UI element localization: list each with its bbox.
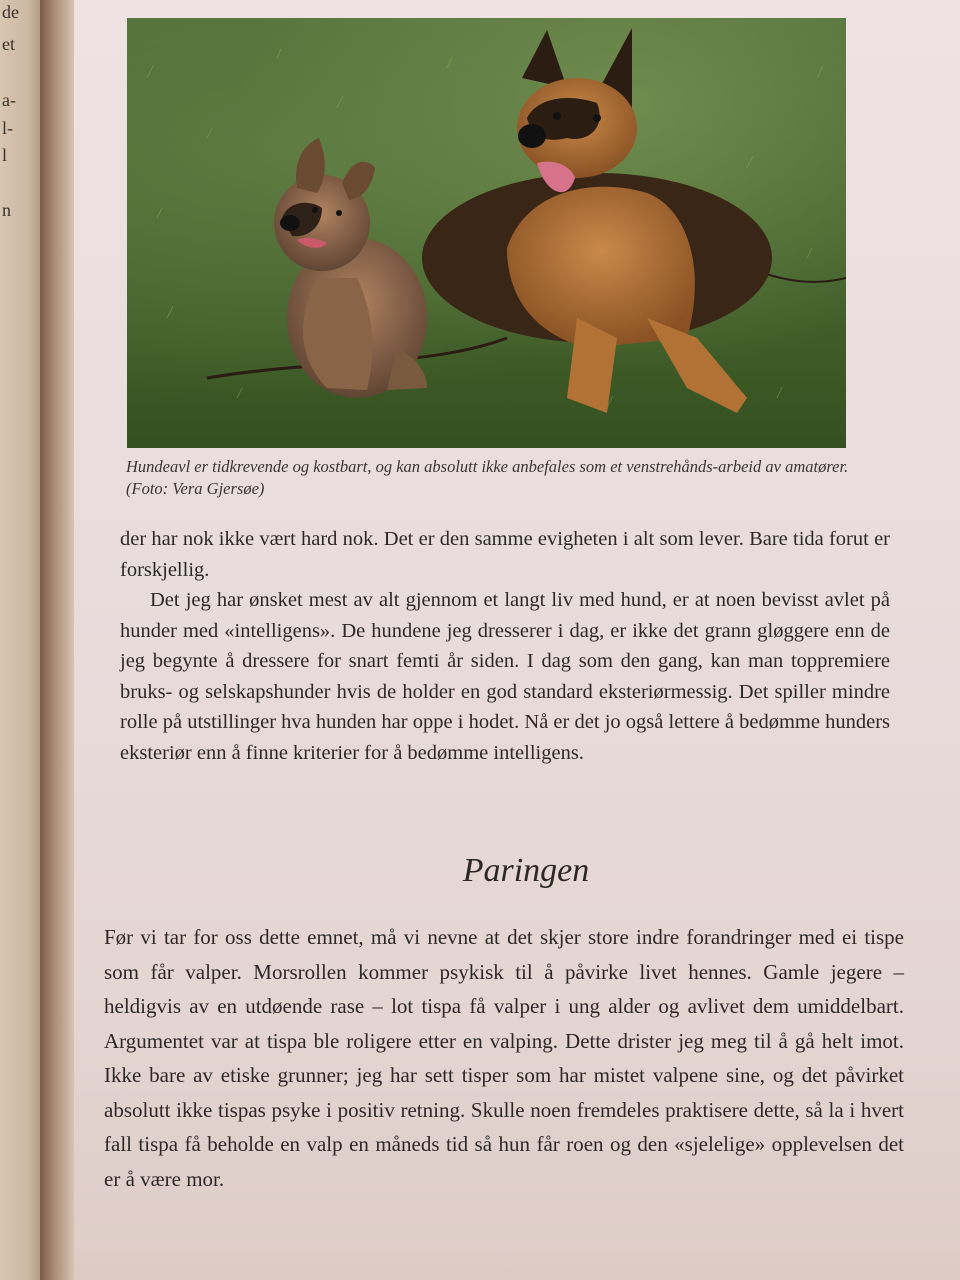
left-page-fragment: de	[2, 2, 19, 22]
section-paragraph: Før vi tar for oss dette emnet, må vi nevne at det skjer store indre forandringer med ei tispe som får valper. Morsrollen kommer psykisk til å påvirke livet hennes. Gamle jegere – heldigvis av en utdøende rase – lot tispa få valper i ung alder og avlivet dem umiddelbart. Argumentet var at tispa ble roligere etter en valping. Dette drister jeg meg til å gå helt imot. Ikke bare av etiske grunner; jeg har sett tisper som har mistet valpene sine, og det påvirket absolutt ikke tispas psyke i positiv retning. Skulle noen fremdeles praktisere dette, så la i hvert fall tispa få beholde en valp en måneds tid så hun får roen og den «sjelelige» opplevelsen det er å være mor.	[104, 925, 904, 1191]
dog-illustration	[127, 18, 846, 448]
left-page-fragment: l	[2, 145, 8, 165]
left-page-fragment: et	[2, 34, 15, 54]
dog-photo	[127, 18, 846, 448]
paragraph: Det jeg har ønsket mest av alt gjennom et langt liv med hund, er at noen bevisst avlet på hunder med «intelligens». De hundene jeg dresserer i dag, er ikke det grann gløggere enn de jeg begynte å dressere for snart femti år siden. I dag som den gang, kan man toppremiere bruks- og selskapshunder hvis de holder en god standard eksteriørmessig. Det spiller mindre rolle på utstillinger hva hunden har oppe i hodet. Nå er det jo også lettere å bedømme hunders eksteriør enn å finne kriterier for å bedømme intelligens.	[120, 589, 890, 764]
photo-caption: Hundeavl er tidkrevende og kostbart, og kan absolutt ikke anbefales som et venstrehånds-arbeid av amatører. (Foto: Vera Gjersøe)	[126, 457, 849, 498]
section-heading: Paringen	[462, 852, 590, 889]
book-gutter	[40, 0, 74, 1280]
left-page-edge	[0, 0, 40, 1280]
left-page-fragment: l-	[2, 118, 13, 138]
paragraph-continued: der har nok ikke vært hard nok. Det er den samme evigheten i alt som lever. Bare tida forut er forskjellig.	[120, 528, 890, 581]
left-page-fragment: n	[2, 200, 11, 220]
book-page	[74, 0, 960, 1280]
left-page-fragment: a-	[2, 90, 16, 110]
